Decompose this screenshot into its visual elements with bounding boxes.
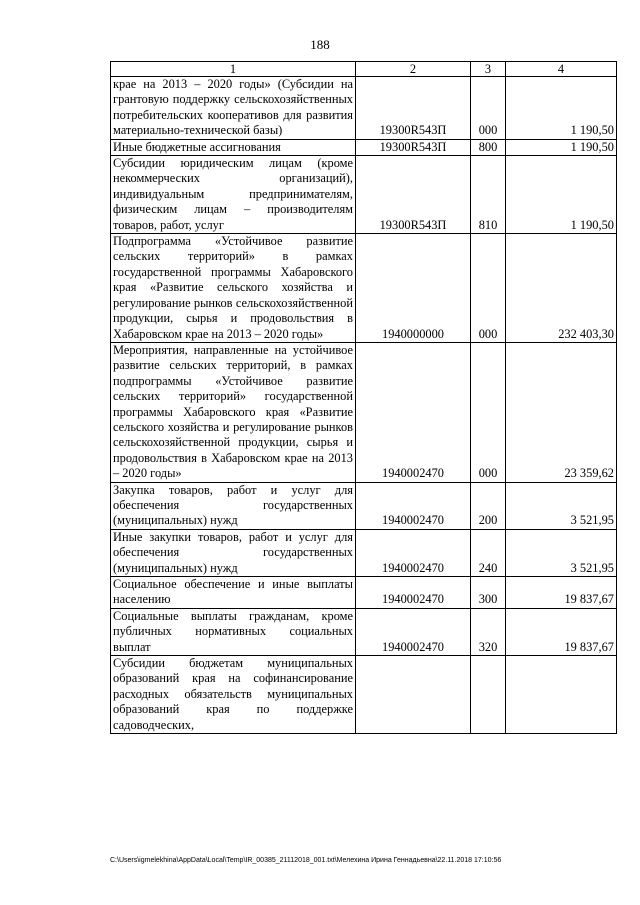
table-row <box>111 656 617 734</box>
row-amount: 19 837,67 <box>506 577 617 609</box>
row-code: 1940002470 <box>356 608 471 655</box>
row-description: Иные закупки товаров, работ и услуг для обеспечения государственных (муниципальных) нужд <box>111 529 356 576</box>
table-row <box>111 139 617 155</box>
row-type: 000 <box>471 77 506 140</box>
row-amount <box>506 656 617 734</box>
row-type: 240 <box>471 529 506 576</box>
row-type: 200 <box>471 482 506 529</box>
row-amount: 232 403,30 <box>506 234 617 343</box>
row-description: Закупка товаров, работ и услуг для обеспечения государственных (муниципальных) нужд <box>111 482 356 529</box>
table-row <box>111 608 617 655</box>
row-amount: 3 521,95 <box>506 529 617 576</box>
row-code: 19300R543П <box>356 156 471 234</box>
row-code: 1940002470 <box>356 577 471 609</box>
table-row <box>111 342 617 482</box>
row-code: 19300R543П <box>356 77 471 140</box>
table-row <box>111 577 617 609</box>
row-description: Субсидии бюджетам муниципальных образований края на софинансирование расходных обязательств муниципальных образований края по поддержке садоводческих, <box>111 656 356 734</box>
row-code: 1940002470 <box>356 342 471 482</box>
row-type: 800 <box>471 139 506 155</box>
row-type: 320 <box>471 608 506 655</box>
row-description: Субсидии юридическим лицам (кроме некоммерческих организаций), индивидуальным предпринимателям, физическим лицам – производителям товаров, работ, услуг <box>111 156 356 234</box>
file-path-footer: C:\Users\igmelekhina\AppData\Local\Temp\IR_00385_21112018_001.txt\Мелехина Ирина Геннадьевна\22.11.2018 17:10:56 <box>110 857 502 864</box>
table-row <box>111 529 617 576</box>
header-col-2: 2 <box>356 62 471 77</box>
row-code: 1940000000 <box>356 234 471 343</box>
row-amount: 1 190,50 <box>506 77 617 140</box>
row-code <box>356 656 471 734</box>
budget-table <box>110 61 617 734</box>
header-col-4: 4 <box>506 62 617 77</box>
row-code: 19300R543П <box>356 139 471 155</box>
table-row <box>111 77 617 140</box>
row-type: 000 <box>471 342 506 482</box>
header-col-3: 3 <box>471 62 506 77</box>
table-row <box>111 234 617 343</box>
row-description: Социальное обеспечение и иные выплаты населению <box>111 577 356 609</box>
row-code: 1940002470 <box>356 529 471 576</box>
table-row <box>111 156 617 234</box>
row-amount: 23 359,62 <box>506 342 617 482</box>
row-type <box>471 656 506 734</box>
table-header-row <box>111 62 617 77</box>
row-code: 1940002470 <box>356 482 471 529</box>
row-amount: 1 190,50 <box>506 156 617 234</box>
row-type: 810 <box>471 156 506 234</box>
row-amount: 19 837,67 <box>506 608 617 655</box>
row-type: 300 <box>471 577 506 609</box>
page-number: 188 <box>310 37 330 52</box>
row-description: Социальные выплаты гражданам, кроме публичных нормативных социальных выплат <box>111 608 356 655</box>
row-type: 000 <box>471 234 506 343</box>
row-description: Иные бюджетные ассигнования <box>111 139 356 155</box>
table-row <box>111 482 617 529</box>
header-col-1: 1 <box>111 62 356 77</box>
row-amount: 1 190,50 <box>506 139 617 155</box>
row-amount: 3 521,95 <box>506 482 617 529</box>
row-description: крае на 2013 – 2020 годы» (Субсидии на грантовую поддержку сельскохозяйственных потребительских кооперативов для развития материально-технической базы) <box>111 77 356 140</box>
row-description: Мероприятия, направленные на устойчивое развитие сельских территорий, в рамках подпрограммы «Устойчивое развитие сельских территорий» государственной программы Хабаровского края «Развитие сельского хозяйства и регулирование рынков сельскохозяйственной продукции, сырья и продовольствия в Хабаровском крае на 2013 – 2020 годы» <box>111 342 356 482</box>
row-description: Подпрограмма «Устойчивое развитие сельских территорий» в рамках государственной программы Хабаровского края «Развитие сельского хозяйства и регулирование рынков сельскохозяйственной продукции, сырья и продовольствия в Хабаровском крае на 2013 – 2020 годы» <box>111 234 356 343</box>
